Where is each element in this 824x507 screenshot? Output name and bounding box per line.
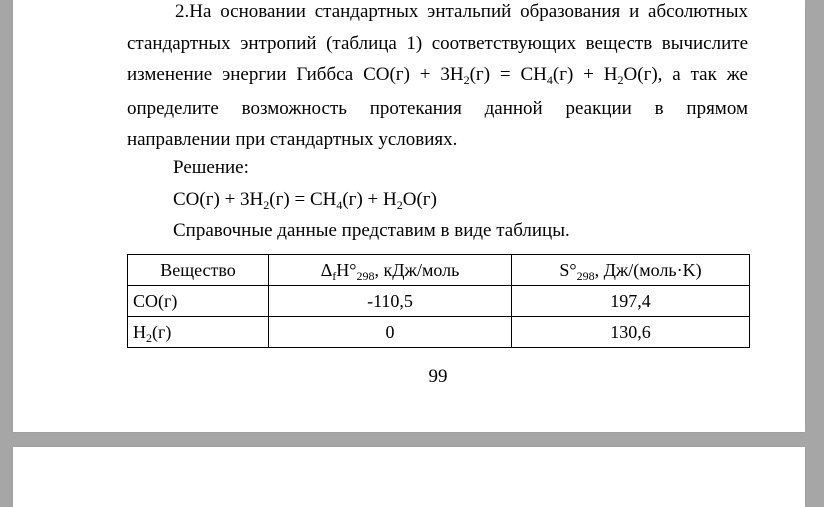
cell-entropy: 130,6 [512,317,750,348]
cell-entropy: 197,4 [512,286,750,317]
header-enthalpy: $\Delta_fH^\circ_{298}$, кДж/моль [269,255,512,286]
problem-number: 2. [175,1,190,22]
cell-substance: CO(г) [128,286,269,317]
cell-enthalpy: -110,5 [269,286,512,317]
cell-enthalpy: 0 [269,317,512,348]
problem-statement: 2.На основании стандартных энтальпий образования и абсолютных стандартных энтропий (таблица 1) соответствующих веществ вычислите изменение энергии Гиббса $CO(г) + 3H_2(г) = CH_4(г) + H_2O(г)$, а так же определите возможность протекания данной реакции в прямом направлении при стандартных условиях. [127,1,748,150]
document-page [13,0,805,432]
next-document-page [13,447,805,507]
reaction-equation: $CO(г) + 3H_2(г) = CH_4(г) + H_2O(г)$ [173,189,437,212]
solution-label: Решение: [173,157,249,178]
page-number: 99 [428,366,448,387]
reference-data-table [127,254,750,348]
table-header-row [128,255,750,286]
header-substance: Вещество [128,255,269,286]
table-row [128,317,750,348]
cell-substance: $H_2(г)$ [128,317,269,348]
table-row [128,286,750,317]
header-entropy: $S^\circ_{298}$, Дж/(моль·K) [512,255,750,286]
table-intro: Справочные данные представим в виде таблицы. [173,220,570,241]
